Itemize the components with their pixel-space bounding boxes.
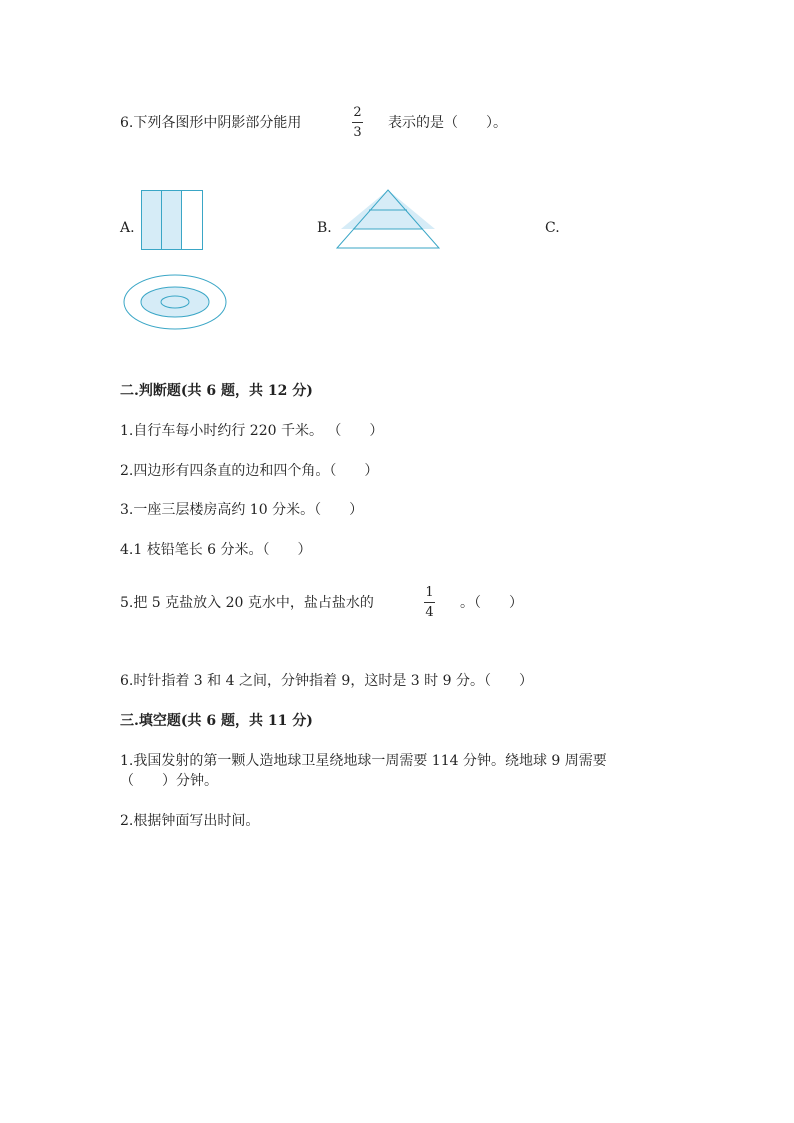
judge-item-4: 4.1 枝铅笔长 6 分米。（ ） bbox=[120, 542, 312, 558]
judge-item-2: 2.四边形有四条直的边和四个角。（ ） bbox=[120, 463, 379, 479]
option-a-rectangle-figure bbox=[141, 190, 203, 250]
fraction-numerator: 1 bbox=[425, 585, 434, 600]
fraction-numerator: 2 bbox=[353, 105, 362, 120]
shaded-part bbox=[141, 287, 209, 317]
judge-item-3: 3.一座三层楼房高约 10 分米。（ ） bbox=[120, 502, 364, 518]
judge-section-title: 二.判断题(共 6 题，共 12 分) bbox=[120, 383, 313, 399]
fill-item-2: 2.根据钟面写出时间。 bbox=[120, 813, 260, 829]
judge-item-5-fraction bbox=[424, 586, 435, 619]
option-b-triangle-figure bbox=[336, 189, 440, 249]
q6-fraction bbox=[352, 106, 363, 139]
option-c-label: C. bbox=[545, 220, 560, 236]
fill-item-1-line-2: （ ）分钟。 bbox=[120, 773, 218, 789]
fill-section-title: 三.填空题(共 6 题，共 11 分) bbox=[120, 713, 313, 729]
option-a-label: A. bbox=[120, 220, 135, 236]
fraction-bar bbox=[352, 122, 363, 123]
judge-item-1: 1.自行车每小时约行 220 千米。 （ ） bbox=[120, 423, 384, 439]
judge-item-5-suffix: 。（ ） bbox=[460, 595, 523, 611]
q6-suffix: 表示的是（ ）。 bbox=[388, 115, 507, 131]
judge-item-6: 6.时针指着 3 和 4 之间，分钟指着 9，这时是 3 时 9 分。（ ） bbox=[120, 673, 533, 689]
option-b-label: B. bbox=[317, 220, 332, 236]
fraction-bar bbox=[424, 602, 435, 603]
option-c-ellipse-figure bbox=[122, 278, 228, 336]
fraction-denominator: 4 bbox=[425, 605, 434, 620]
fraction-denominator: 3 bbox=[353, 125, 362, 140]
fill-item-1-line-1: 1.我国发射的第一颗人造地球卫星绕地球一周需要 114 分钟。绕地球 9 周需要 bbox=[120, 753, 607, 769]
judge-item-5-prefix: 5.把 5 克盐放入 20 克水中，盐占盐水的 bbox=[120, 595, 374, 611]
q6-prefix: 6.下列各图形中阴影部分能用 bbox=[120, 115, 302, 131]
